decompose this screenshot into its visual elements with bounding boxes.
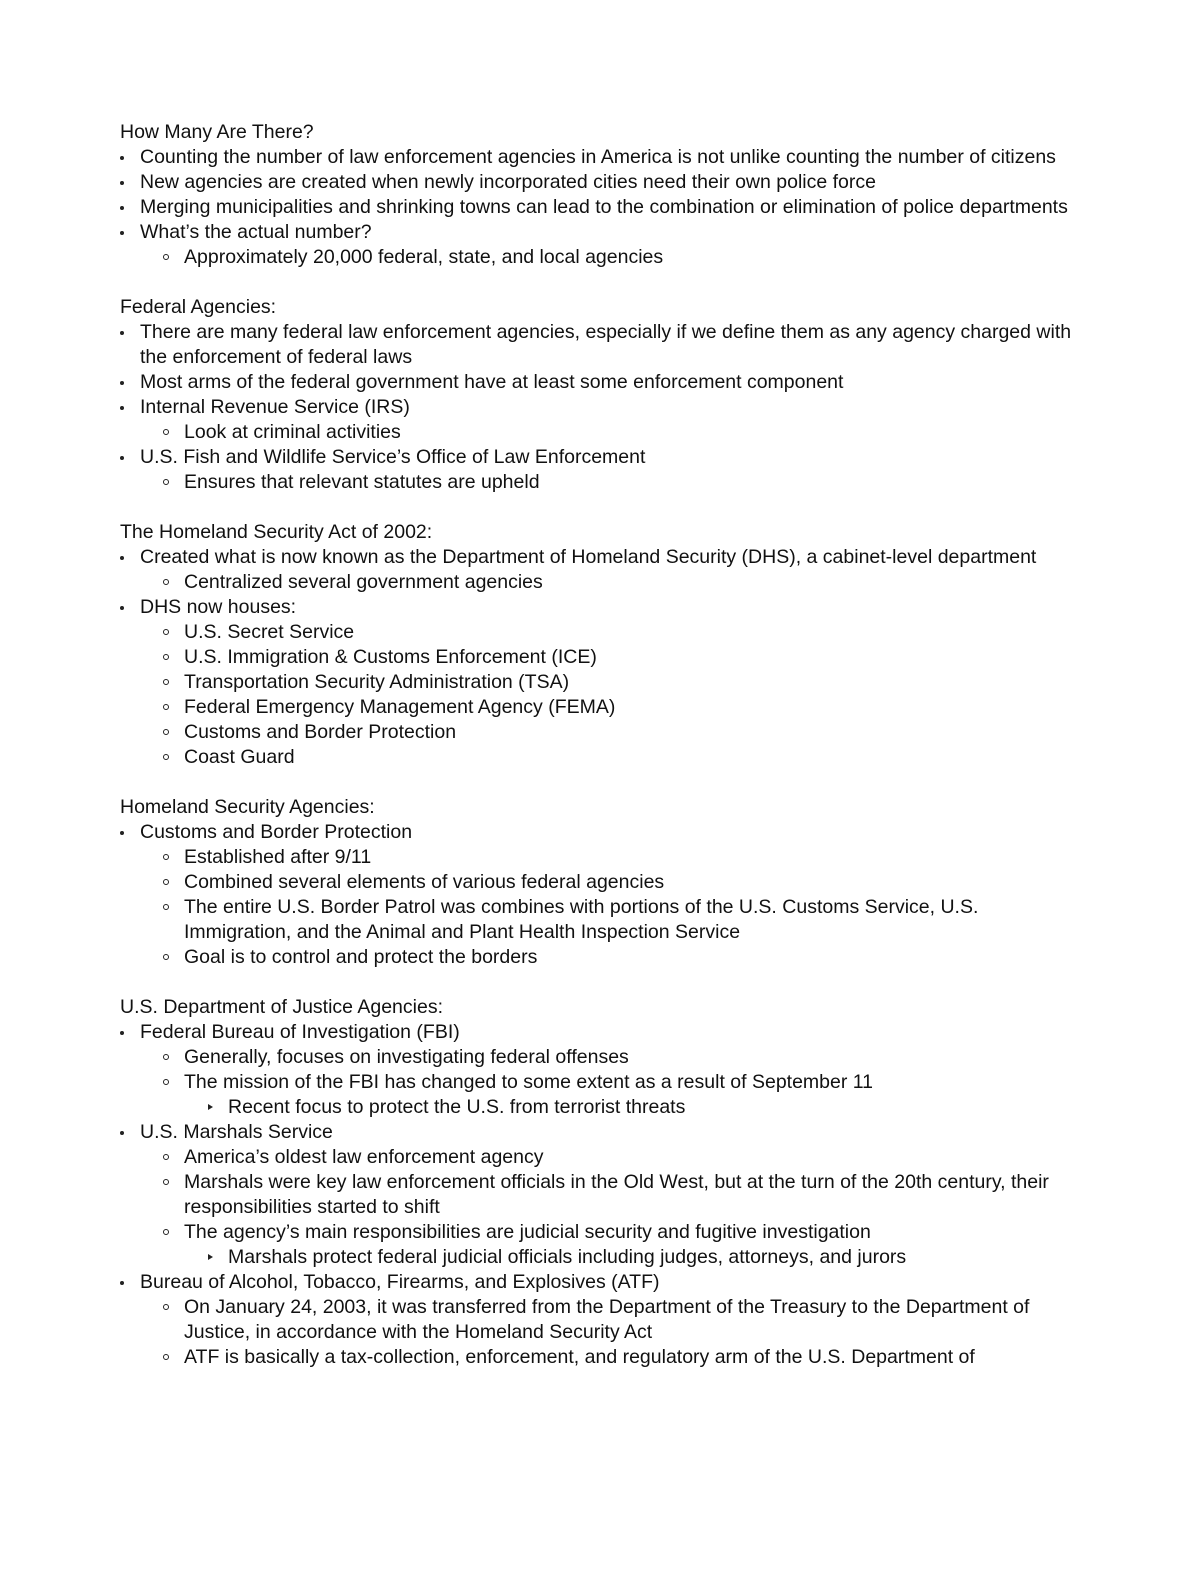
list-item-level-2: [120, 1345, 1080, 1370]
list-item-level-2: [120, 1045, 1080, 1070]
list-item-level-2: [120, 845, 1080, 870]
list-item-text: There are many federal law enforcement agencies, especially if we define them as any agency charged with the enforcement of federal laws: [140, 321, 1072, 368]
list-item-level-1: [120, 1020, 1080, 1045]
list-item-level-2: [120, 895, 1080, 945]
list-item-text: Ensures that relevant statutes are upheld: [184, 471, 540, 493]
list-item-level-2: [120, 1295, 1080, 1345]
list-item-text: Established after 9/11: [184, 846, 372, 868]
list-item-text: Coast Guard: [184, 746, 295, 768]
section-heading: Homeland Security Agencies:: [120, 796, 375, 818]
list-item-text: The agency’s main responsibilities are judicial security and fugitive investigation: [184, 1221, 871, 1243]
notes-section: [120, 520, 1080, 770]
list-item-text: The mission of the FBI has changed to some extent as a result of September 11: [184, 1071, 874, 1093]
notes-section: [120, 120, 1080, 270]
bullet-list: [120, 1020, 1080, 1370]
list-item-text: Goal is to control and protect the borders: [184, 946, 538, 968]
list-item-text: Marshals protect federal judicial officials including judges, attorneys, and jurors: [228, 1246, 907, 1268]
list-item-text: U.S. Immigration & Customs Enforcement (ICE): [184, 646, 597, 668]
list-item-level-1: [120, 820, 1080, 845]
list-item-level-2: [120, 1220, 1080, 1245]
list-item-text: Marshals were key law enforcement officials in the Old West, but at the turn of the 20th century, their responsibilities started to shift: [184, 1171, 1049, 1218]
section-spacer: [120, 495, 1080, 520]
section-heading: Federal Agencies:: [120, 296, 277, 318]
list-item-text: Look at criminal activities: [184, 421, 401, 443]
list-item-text: Merging municipalities and shrinking towns can lead to the combination or elimination of police departments: [140, 196, 1068, 218]
list-item-level-1: [120, 1270, 1080, 1295]
list-item-text: Counting the number of law enforcement agencies in America is not unlike counting the number of citizens: [140, 146, 1056, 168]
list-item-level-1: [120, 145, 1080, 170]
section-spacer: [120, 970, 1080, 995]
list-item-text: Transportation Security Administration (TSA): [184, 671, 570, 693]
list-item-level-2: [120, 1070, 1080, 1095]
list-item-level-2: [120, 420, 1080, 445]
list-item-level-1: [120, 395, 1080, 420]
list-item-level-2: [120, 570, 1080, 595]
section-spacer: [120, 770, 1080, 795]
list-item-level-2: [120, 720, 1080, 745]
list-item-level-2: [120, 620, 1080, 645]
list-item-text: The entire U.S. Border Patrol was combines with portions of the U.S. Customs Service, U.S. Immigration, and the Animal and Plant Health Inspection Service: [184, 896, 979, 943]
list-item-text: America’s oldest law enforcement agency: [184, 1146, 544, 1168]
list-item-text: What’s the actual number?: [140, 221, 372, 243]
list-item-level-1: [120, 320, 1080, 370]
list-item-level-1: [120, 220, 1080, 245]
notes-section: [120, 995, 1080, 1370]
notes-section: [120, 795, 1080, 970]
notes-body: [120, 120, 1080, 1370]
list-item-text: Customs and Border Protection: [184, 721, 457, 743]
list-item-text: On January 24, 2003, it was transferred from the Department of the Treasury to the Department of Justice, in accordance with the Homeland Security Act: [184, 1296, 1030, 1343]
list-item-text: Created what is now known as the Department of Homeland Security (DHS), a cabinet-level department: [140, 546, 1037, 568]
list-item-level-2: [120, 670, 1080, 695]
list-item-level-2: [120, 745, 1080, 770]
list-item-level-1: [120, 170, 1080, 195]
list-item-level-1: [120, 545, 1080, 570]
list-item-level-3: [120, 1095, 1080, 1120]
list-item-text: Federal Bureau of Investigation (FBI): [140, 1021, 460, 1043]
list-item-level-2: [120, 1145, 1080, 1170]
bullet-list: [120, 545, 1080, 770]
list-item-text: Generally, focuses on investigating federal offenses: [184, 1046, 629, 1068]
list-item-level-1: [120, 370, 1080, 395]
list-item-text: Approximately 20,000 federal, state, and local agencies: [184, 246, 664, 268]
list-item-level-1: [120, 1120, 1080, 1145]
section-spacer: [120, 270, 1080, 295]
bullet-list: [120, 820, 1080, 970]
list-item-text: Most arms of the federal government have at least some enforcement component: [140, 371, 844, 393]
list-item-text: Federal Emergency Management Agency (FEMA): [184, 696, 616, 718]
list-item-text: U.S. Marshals Service: [140, 1121, 333, 1143]
list-item-level-2: [120, 870, 1080, 895]
list-item-level-2: [120, 470, 1080, 495]
list-item-text: ATF is basically a tax-collection, enforcement, and regulatory arm of the U.S. Department of: [184, 1346, 975, 1368]
section-heading: U.S. Department of Justice Agencies:: [120, 996, 443, 1018]
list-item-text: Internal Revenue Service (IRS): [140, 396, 410, 418]
list-item-text: U.S. Fish and Wildlife Service’s Office of Law Enforcement: [140, 446, 646, 468]
section-heading: How Many Are There?: [120, 121, 314, 143]
list-item-level-2: [120, 695, 1080, 720]
list-item-level-2: [120, 1170, 1080, 1220]
list-item-level-3: [120, 1245, 1080, 1270]
section-heading: The Homeland Security Act of 2002:: [120, 521, 433, 543]
list-item-text: Bureau of Alcohol, Tobacco, Firearms, and Explosives (ATF): [140, 1271, 660, 1293]
list-item-level-1: [120, 595, 1080, 620]
list-item-text: New agencies are created when newly incorporated cities need their own police force: [140, 171, 876, 193]
list-item-level-2: [120, 245, 1080, 270]
notes-section: [120, 295, 1080, 495]
list-item-level-2: [120, 945, 1080, 970]
list-item-text: Combined several elements of various federal agencies: [184, 871, 665, 893]
list-item-level-2: [120, 645, 1080, 670]
list-item-level-1: [120, 195, 1080, 220]
list-item-text: Customs and Border Protection: [140, 821, 413, 843]
bullet-list: [120, 145, 1080, 270]
list-item-level-1: [120, 445, 1080, 470]
bullet-list: [120, 320, 1080, 495]
list-item-text: DHS now houses:: [140, 596, 297, 618]
list-item-text: U.S. Secret Service: [184, 621, 355, 643]
list-item-text: Recent focus to protect the U.S. from terrorist threats: [228, 1096, 686, 1118]
list-item-text: Centralized several government agencies: [184, 571, 543, 593]
